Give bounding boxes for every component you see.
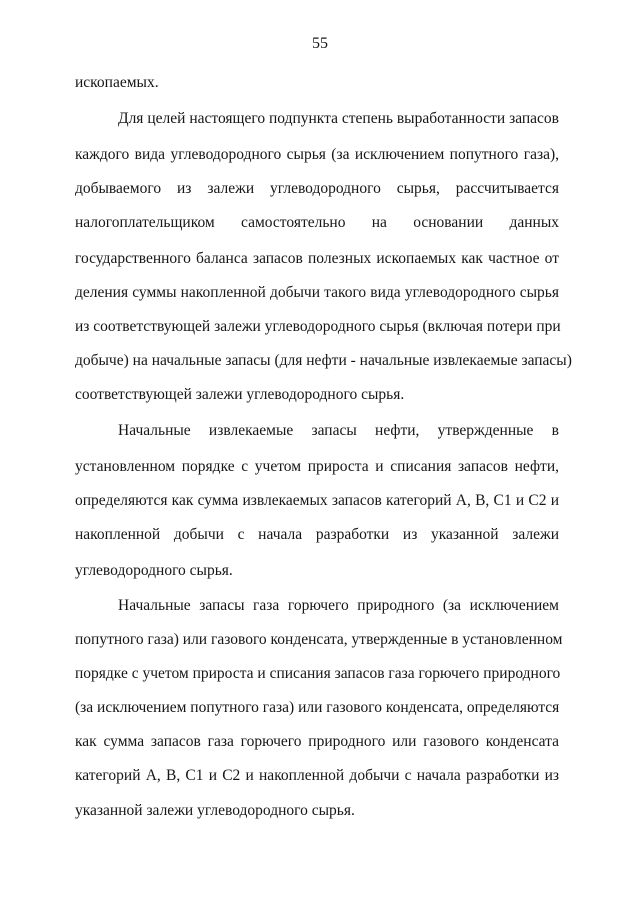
text-line: (за исключением попутного газа) или газового конденсата, определяются	[75, 699, 560, 716]
text-line: попутного газа) или газового конденсата, утвержденные в установленном	[75, 631, 563, 648]
text-line: каждого вида углеводородного сырья (за исключением попутного газа),	[75, 146, 559, 163]
page-number: 55	[312, 35, 328, 52]
text-line: Начальные извлекаемые запасы нефти, утвержденные в	[118, 422, 559, 439]
text-line: из соответствующей залежи углеводородного сырья (включая потери при	[75, 318, 561, 335]
text-line: углеводородного сырья.	[75, 562, 233, 579]
text-line: добываемого из залежи углеводородного сырья, рассчитывается	[75, 180, 559, 197]
text-line: соответствующей залежи углеводородного сырья.	[75, 386, 405, 403]
text-line: определяются как сумма извлекаемых запасов категорий А, В, С1 и С2 и	[75, 492, 559, 509]
text-line: Для целей настоящего подпункта степень выработанности запасов	[118, 110, 559, 127]
text-line: деления суммы накопленной добычи такого вида углеводородного сырья	[75, 284, 559, 301]
text-line: накопленной добычи с начала разработки из указанной залежи	[75, 526, 559, 543]
text-line: порядке с учетом прироста и списания запасов газа горючего природного	[75, 665, 561, 682]
text-line: Начальные запасы газа горючего природного (за исключением	[118, 597, 559, 614]
text-line: категорий А, В, С1 и С2 и накопленной добычи с начала разработки из	[75, 767, 559, 784]
text-line: указанной залежи углеводородного сырья.	[75, 802, 355, 819]
text-line: ископаемых.	[75, 74, 159, 91]
text-line: как сумма запасов газа горючего природного или газового конденсата	[75, 733, 559, 750]
text-line: добыче) на начальные запасы (для нефти - начальные извлекаемые запасы)	[75, 352, 572, 369]
text-line: государственного баланса запасов полезных ископаемых как частное от	[75, 250, 559, 267]
text-line: налогоплательщиком самостоятельно на основании данных	[75, 214, 559, 231]
text-line: установленном порядке с учетом прироста и списания запасов нефти,	[75, 458, 559, 475]
